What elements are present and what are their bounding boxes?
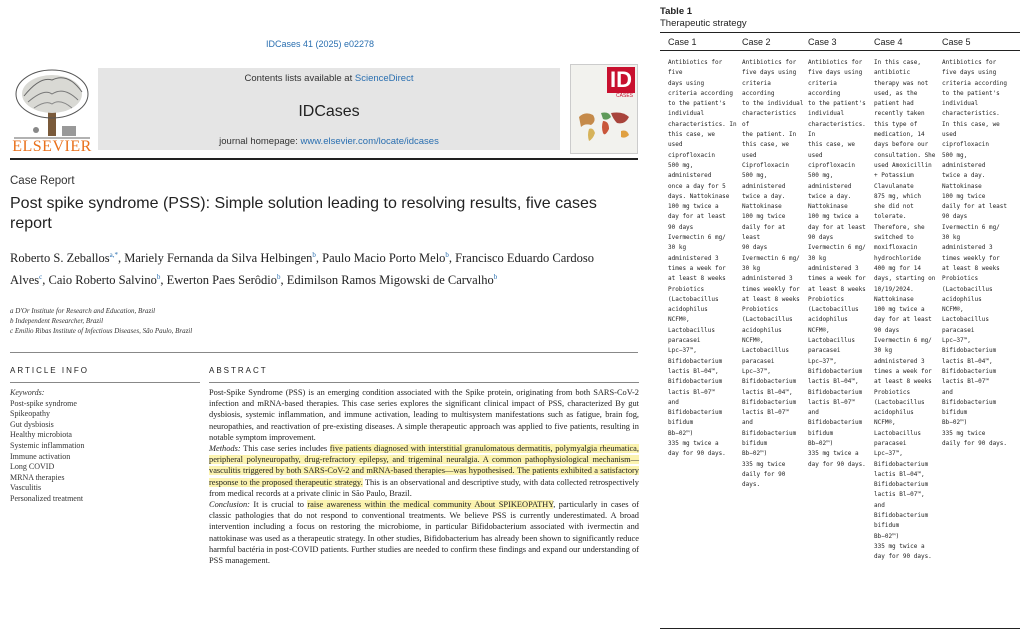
abstract-methods [209, 443, 639, 499]
tree-icon [10, 66, 94, 142]
author-affiliation-mark[interactable]: c [39, 273, 43, 282]
table-cell-case-4: In this case, antibiotic therapy was not used, as the patient had recently taken this type of medication, 14 days before our consultation. She used Amoxicillin + Potassium Clavulanate 875 mg, which she did not tolerate. Therefore, she switched to moxifloxacin hydrochloride 400 mg for 14 days, starting on 10/19/2024. Nattokinase 100 mg twice a day for at least 90 days Ivermectin 6 mg/ 30 kg administered 3 times a week for at least 8 weeks Probiotics (Lactobacillus acidophilus NCFM®, Lactobacillus paracasei Lpc−37™, Bifidobacterium lactis Bl−04™, Bifidobacterium lactis Bl−07™, and Bifidobacterium bifidum Bb−02™) 335 mg twice a day for 90 days. [874, 59, 936, 561]
conclusion-text: It is crucial to [249, 500, 308, 510]
methods-text-2: This is an observational and descriptive study, with data collected retrospectively from medical records at a private clinic in São Paulo, Brazil. [209, 477, 639, 498]
author-name[interactable]: Edimilson Ramos Migowski de Carvalho [286, 273, 494, 288]
article-info-heading: ARTICLE INFO [10, 366, 89, 375]
cover-subtitle: CASES [616, 93, 633, 99]
therapeutic-table-panel [655, 0, 1020, 634]
table-cell-case-3: Antibiotics for five days using criteria according to the patient's individual characteristics. In this case, we used ciprofloxacin 500 mg, administered twice a day. Nattokinase 100 mg twice a day for at least 90 days Ivermectin 6 mg/ 30 kg administered 3 times a week for at least 8 weeks Probiotics (Lactobacillus acidophilus NCFM®, Lactobacillus paracasei Lpc−37™, Bifidobacterium lactis Bl−04™, Bifidobacterium lactis Bl−07™ and Bifidobacterium bifidum Bb−02™) 335 mg twice a day for 90 days. [808, 59, 866, 468]
author-affiliation-mark[interactable]: b [277, 273, 281, 282]
table-cell-case-1: Antibiotics for five days using criteria according to the patient's individual characteristics. In this case, we used ciprofloxacin 500 mg, administered once a day for 5 days. Nattokinase 100 mg twice a day for at least 90 days Ivermectin 6 mg/ 30 kg administered 3 times a week for at least 8 weeks Probiotics (Lactobacillus acidophilus NCFM®, Lactobacillus paracasei Lpc−37™, Bifidobacterium lactis Bl−04™, Bifidobacterium lactis Bl−07™ and Bifidobacterium bifidum Bb−02™) 335 mg twice a day for 90 days. [668, 59, 737, 458]
author-name[interactable]: Mariely Fernanda da Silva Helbingen [124, 251, 313, 266]
table-label: Table 1 [660, 6, 693, 17]
article-title: Post spike syndrome (PSS): Simple solution leading to resolving results, five cases report [10, 195, 597, 232]
conclusion-highlight: raise awareness within the medical community About SPIKEOPATHY [307, 500, 554, 510]
conclusion-text-2: , particularly in cases of classic pathologies that do not respond to conventional treatments. We believe PSS is currently underestimated. A broad intervention including a focus on restoring the microbiome, in particular Bifidobacterium associated with ivermectin and nattokinase was used as a therapeutic strategy. In other studies, Bifidobacterium has already been shown to significantly reduce harmful bactéria in post-COVID patients. Further studies are needed to confirm these findings and expand our understanding of PSS management. [209, 500, 639, 566]
table-header-case-2: Case 2 [742, 37, 771, 47]
keyword-item: MRNA therapies [10, 472, 65, 482]
abstract-heading: ABSTRACT [209, 366, 268, 375]
homepage-link[interactable]: www.elsevier.com/locate/idcases [300, 136, 439, 147]
table-header-case-3: Case 3 [808, 37, 837, 47]
methods-label: Methods: [209, 444, 241, 454]
author-name[interactable]: Paulo Macio Porto Melo [322, 251, 446, 266]
journal-name: IDCases [298, 103, 360, 120]
publisher-name: ELSEVIER [12, 138, 92, 155]
author-affiliation-mark[interactable]: b [312, 251, 316, 259]
journal-info-box [98, 68, 560, 150]
journal-citation[interactable]: IDCases 41 (2025) e02278 [265, 39, 375, 49]
affiliation-item: a D'Or Institute for Research and Education, Brazil [10, 307, 156, 315]
table-header-case-5: Case 5 [942, 37, 971, 47]
contents-prefix: Contents lists available at [244, 73, 355, 84]
keyword-item: Spikeopathy [10, 409, 50, 419]
keyword-item: Personalized treatment [10, 493, 84, 503]
table-caption: Therapeutic strategy [660, 18, 747, 29]
cover-logo: ID [607, 67, 635, 93]
affiliation-item: c Emílio Ribas Institute of Infectious Diseases, São Paulo, Brazil [10, 327, 193, 335]
table-cell-case-2: Antibiotics for five days using criteria according to the individual characteristics of the patient. In this case, we used Ciprofloxacin 500 mg, administered twice a day. Nattokinase 100 mg twice daily for at least 90 days Ivermectin 6 mg/ 30 kg administered 3 times weekly for at least 8 weeks Probiotics (Lactobacillus acidophilus NCFM®, Lactobacillus paracasei Lpc−37™, Bifidobacterium lactis Bl−04™, Bifidobacterium lactis Bl−07™ and Bifidobacterium bifidum Bb−02™) 335 mg twice daily for 90 days. [742, 59, 804, 489]
table-header-case-4: Case 4 [874, 37, 903, 47]
keyword-item: Gut dysbiosis [10, 419, 54, 429]
article-type: Case Report [10, 175, 75, 187]
abstract-intro: Post-Spike Syndrome (PSS) is an emerging condition associated with the Spike protein, originating from both SARS-CoV-2 infection and mRNA-based therapies. This case series explores the significant clinical impact of PSS, characterized By gut dysbiosis, systemic inflammation, and immune activation, leading to multisystem manifestations such as fatigue, brain fog, neuropathies, and reactivation of pre-existing diseases. A simple therapeutic approach was applied to five patients, resulting in notable symptom improvement. [209, 388, 639, 442]
journal-masthead [10, 60, 638, 156]
author-list: Roberto S. Zeballos$^{a,*}$, Mariely Fernanda da Silva Helbingen$^b$, Paulo Macio Porto Melo$^b$, Francisco Eduardo Cardoso Alves$^c$, Caio Roberto Salvino$^b$, Ewerton Paes Serôdio$^b$, Edimilson Ramos Migowski de Carvalho$^b$ [10, 251, 595, 288]
sciencedirect-link[interactable]: ScienceDirect [354, 73, 414, 84]
world-map-icon [575, 107, 633, 143]
author-name[interactable]: Roberto S. Zeballos [10, 251, 110, 266]
author-name[interactable]: Caio Roberto Salvino [48, 273, 157, 288]
keyword-item: Long COVID [10, 462, 55, 472]
keyword-item: Vasculitis [10, 483, 42, 493]
section-rule [10, 352, 638, 353]
article-info-rule [10, 382, 200, 383]
table-cell-case-5: Antibiotics for five days using criteria according to the patient's individual characteristics. In this case, we used ciprofloxacin 500 mg, administered twice a day. Nattokinase 100 mg twice daily for at least 90 days Ivermectin 6 mg/ 30 kg administered 3 times weekly for at least 8 weeks Probiotics (Lactobacillus acidophilus NCFM®, Lactobacillus paracasei Lpc−37™, Bifidobacterium lactis Bl−04™, Bifidobacterium lactis Bl−07™ and Bifidobacterium bifidum Bb−02™) 335 mg twice daily for 90 days. [942, 59, 1008, 447]
keywords-label: Keywords: [10, 388, 45, 397]
contents-line [98, 73, 560, 84]
keyword-item: Immune activation [10, 451, 71, 461]
author-name[interactable]: Ewerton Paes Serôdio [166, 273, 278, 288]
abstract-rule [209, 382, 639, 383]
table-header-case-1: Case 1 [668, 37, 697, 47]
author-affiliation-mark[interactable]: a,* [109, 251, 118, 259]
homepage-line [98, 136, 560, 147]
methods-highlight: five patients diagnosed with interstitial granulomatous dermatitis, polymyalgia rheumatica, peripheral polyneuropathy, drug-refractory epilepsy, and trigeminal neuralgia. A common pathophysiological mechanism—vasculitis triggered by both SARS-CoV-2 and mRNA-based therapies—was hypothesised. The patients exhibited a satisfactory response to the proposed therapeutic strategy. [209, 444, 639, 487]
abstract-body [209, 387, 639, 566]
keyword-item: Healthy microbiota [10, 430, 72, 440]
affiliation-list [10, 306, 630, 336]
header-rule [10, 158, 638, 160]
conclusion-label: Conclusion: [209, 500, 250, 510]
table-top-rule [660, 32, 1020, 33]
methods-text: This case series includes [240, 444, 330, 454]
author-affiliation-mark[interactable]: b [445, 251, 449, 259]
homepage-prefix: journal homepage: [219, 136, 301, 147]
abstract-conclusion [209, 499, 639, 566]
journal-cover-image [570, 64, 638, 154]
table-header-rule [660, 50, 1020, 51]
author-name[interactable]: Francisco Eduardo Cardoso Alves [10, 251, 595, 288]
keyword-item: Systemic inflammation [10, 440, 85, 450]
author-affiliation-mark[interactable]: b [156, 273, 161, 282]
affiliation-item: b Independent Researcher, Brazil [10, 317, 104, 325]
keywords-block [10, 388, 200, 505]
keyword-item: Post-spike syndrome [10, 398, 77, 408]
author-affiliation-mark[interactable]: b [493, 273, 498, 282]
table-bottom-rule [660, 628, 1020, 629]
